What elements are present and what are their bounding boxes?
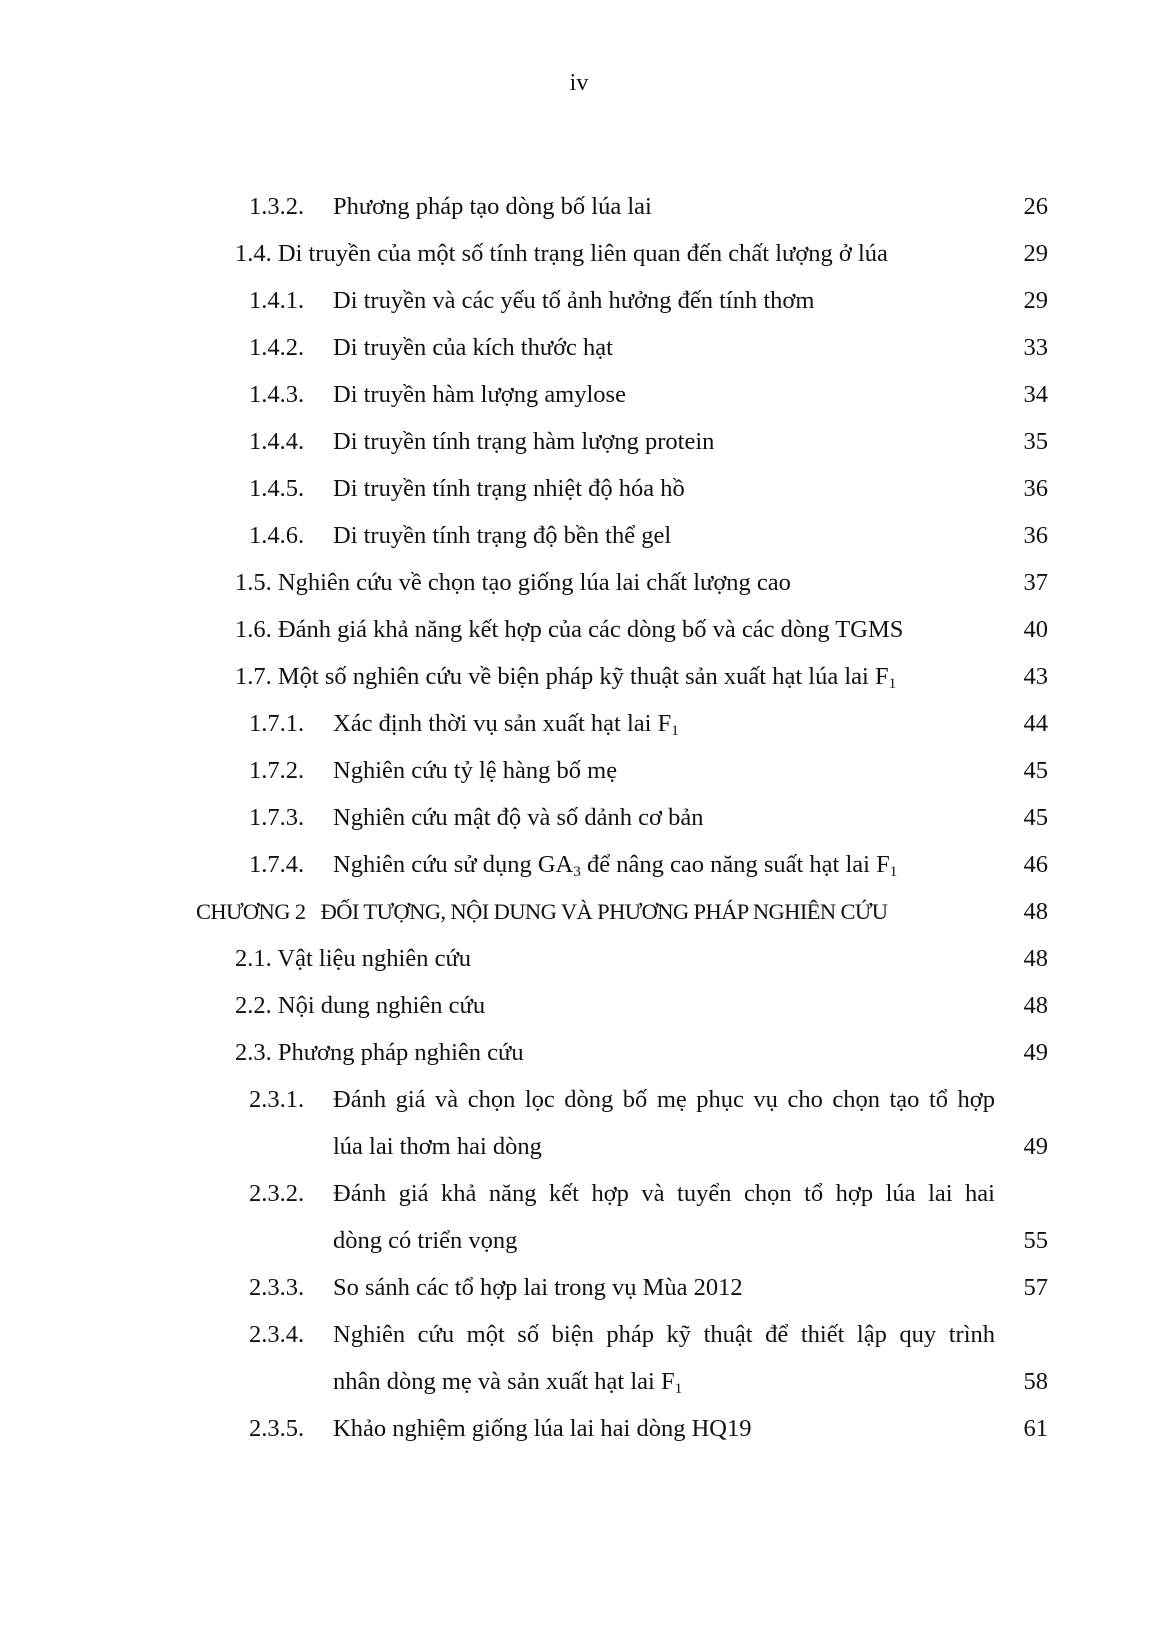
toc-entry-page: 49 — [1023, 1039, 1048, 1066]
toc-entry-title: Nghiên cứu một số biện pháp kỹ thuật để thiết lập quy trình — [333, 1321, 995, 1348]
toc-entry-page: 29 — [1023, 240, 1048, 267]
toc-entry-page: 44 — [1023, 710, 1048, 737]
toc-entry-title: Phương pháp tạo dòng bố lúa lai — [333, 193, 652, 220]
toc-entry-title: Đánh giá khả năng kết hợp và tuyển chọn tổ hợp lúa lai hai — [333, 1180, 995, 1207]
toc-entry-number: 2.3.5. — [249, 1415, 305, 1442]
toc-entry-number: 1.7.3. — [249, 804, 305, 831]
toc-entry-page: 43 — [1023, 663, 1048, 690]
toc-entry-2-3-4-continued[interactable] — [0, 1358, 1158, 1405]
toc-entry-page: 33 — [1023, 334, 1048, 361]
table-of-contents — [0, 183, 1158, 1452]
toc-entry-title: Di truyền hàm lượng amylose — [333, 381, 626, 408]
toc-entry-title: Di truyền của kích thước hạt — [333, 334, 613, 361]
toc-entry-title-continued: dòng có triển vọng — [333, 1227, 518, 1254]
toc-entry-page: 26 — [1023, 193, 1048, 220]
toc-entry-title: Đánh giá và chọn lọc dòng bố mẹ phục vụ cho chọn tạo tổ hợp — [333, 1086, 995, 1113]
toc-entry-title: CHƯƠNG 2 ĐỐI TƯỢNG, NỘI DUNG VÀ PHƯƠNG PHÁP NGHIÊN CỨU — [196, 899, 888, 924]
toc-entry-2-1[interactable] — [0, 935, 1158, 982]
subscript: 1 — [674, 1379, 683, 1397]
toc-entry-title: 2.3. Phương pháp nghiên cứu — [235, 1039, 524, 1066]
toc-entry-number: 2.3.4. — [249, 1321, 305, 1348]
toc-entry-page: 35 — [1023, 428, 1048, 455]
toc-entry-page: 36 — [1023, 475, 1048, 502]
toc-entry-2-3-2[interactable] — [0, 1170, 1158, 1217]
toc-entry-title: Khảo nghiệm giống lúa lai hai dòng HQ19 — [333, 1415, 752, 1442]
toc-entry-1-4-1[interactable] — [0, 277, 1158, 324]
toc-entry-title: Di truyền tính trạng độ bền thể gel — [333, 522, 672, 549]
toc-entry-number: 1.3.2. — [249, 193, 305, 220]
toc-entry-2-2[interactable] — [0, 982, 1158, 1029]
toc-entry-page: 37 — [1023, 569, 1048, 596]
toc-entry-page: 57 — [1023, 1274, 1048, 1301]
subscript: 1 — [671, 721, 679, 739]
toc-entry-number: 1.7.1. — [249, 710, 305, 737]
toc-entry-1-4-4[interactable] — [0, 418, 1158, 465]
toc-entry-page: 45 — [1023, 757, 1048, 784]
toc-entry-title-continued: lúa lai thơm hai dòng — [333, 1133, 542, 1160]
toc-entry-page: 48 — [1023, 898, 1048, 925]
toc-entry-title: Nghiên cứu sử dụng $GA_3$ để nâng cao năng suất hạt lai $F_1$ — [333, 851, 898, 880]
subscript: 3 — [573, 862, 581, 880]
toc-entry-1-6[interactable] — [0, 606, 1158, 653]
toc-entry-chapter-2[interactable] — [0, 888, 1158, 935]
toc-entry-1-7[interactable] — [0, 653, 1158, 700]
toc-entry-1-5[interactable] — [0, 559, 1158, 606]
toc-entry-2-3-2-continued[interactable] — [0, 1217, 1158, 1264]
toc-entry-page: 40 — [1023, 616, 1048, 643]
toc-entry-title: 2.2. Nội dung nghiên cứu — [235, 992, 486, 1019]
toc-entry-1-7-1[interactable] — [0, 700, 1158, 747]
toc-entry-number: 1.4.3. — [249, 381, 305, 408]
toc-entry-title: 2.1. Vật liệu nghiên cứu — [235, 945, 472, 972]
toc-entry-page: 46 — [1023, 851, 1048, 878]
toc-entry-number: 2.3.3. — [249, 1274, 305, 1301]
toc-entry-number: 2.3.2. — [249, 1180, 305, 1207]
toc-entry-1-4-6[interactable] — [0, 512, 1158, 559]
toc-entry-2-3-4[interactable] — [0, 1311, 1158, 1358]
toc-entry-1-4-2[interactable] — [0, 324, 1158, 371]
toc-entry-page: 55 — [1023, 1227, 1048, 1254]
toc-entry-1-4[interactable] — [0, 230, 1158, 277]
toc-entry-2-3[interactable] — [0, 1029, 1158, 1076]
toc-entry-title: 1.4. Di truyền của một số tính trạng liên quan đến chất lượng ở lúa — [235, 240, 888, 267]
toc-entry-page: 49 — [1023, 1133, 1048, 1160]
toc-entry-number: 1.4.4. — [249, 428, 305, 455]
toc-entry-title: Di truyền tính trạng nhiệt độ hóa hồ — [333, 475, 685, 502]
toc-entry-page: 61 — [1023, 1415, 1048, 1442]
toc-entry-page: 45 — [1023, 804, 1048, 831]
toc-entry-title: Nghiên cứu tỷ lệ hàng bố mẹ — [333, 757, 618, 784]
toc-entry-number: 2.3.1. — [249, 1086, 305, 1113]
toc-entry-title: 1.7. Một số nghiên cứu về biện pháp kỹ thuật sản xuất hạt lúa lai $F_1$ — [235, 663, 897, 692]
toc-entry-number: 1.4.5. — [249, 475, 305, 502]
toc-entry-1-7-4[interactable] — [0, 841, 1158, 888]
toc-entry-number: 1.4.1. — [249, 287, 305, 314]
toc-entry-page: 29 — [1023, 287, 1048, 314]
toc-entry-page: 34 — [1023, 381, 1048, 408]
toc-entry-title: 1.6. Đánh giá khả năng kết hợp của các dòng bố và các dòng TGMS — [235, 616, 904, 643]
toc-entry-2-3-3[interactable] — [0, 1264, 1158, 1311]
toc-entry-title: Nghiên cứu mật độ và số dảnh cơ bản — [333, 804, 704, 831]
toc-entry-number: 1.4.6. — [249, 522, 305, 549]
toc-entry-1-4-3[interactable] — [0, 371, 1158, 418]
toc-entry-1-7-2[interactable] — [0, 747, 1158, 794]
toc-entry-title: 1.5. Nghiên cứu về chọn tạo giống lúa lai chất lượng cao — [235, 569, 791, 596]
toc-entry-1-7-3[interactable] — [0, 794, 1158, 841]
toc-entry-number: 1.7.2. — [249, 757, 305, 784]
toc-entry-page: 48 — [1023, 945, 1048, 972]
toc-entry-page: 36 — [1023, 522, 1048, 549]
toc-entry-1-3-2[interactable] — [0, 183, 1158, 230]
toc-entry-title: Di truyền tính trạng hàm lượng protein — [333, 428, 715, 455]
toc-entry-title: Xác định thời vụ sản xuất hạt lai $F_1$ — [333, 710, 679, 739]
toc-entry-2-3-1[interactable] — [0, 1076, 1158, 1123]
toc-entry-page: 58 — [1023, 1368, 1048, 1395]
toc-entry-title: So sánh các tổ hợp lai trong vụ Mùa 2012 — [333, 1274, 743, 1301]
toc-entry-title: Di truyền và các yếu tố ảnh hưởng đến tính thơm — [333, 287, 815, 314]
toc-entry-number: 1.4.2. — [249, 334, 305, 361]
subscript: 1 — [888, 674, 897, 692]
toc-entry-1-4-5[interactable] — [0, 465, 1158, 512]
subscript: 1 — [889, 862, 898, 880]
toc-entry-2-3-5[interactable] — [0, 1405, 1158, 1452]
toc-entry-number: 1.7.4. — [249, 851, 305, 878]
page-number: iv — [569, 70, 589, 96]
toc-entry-page: 48 — [1023, 992, 1048, 1019]
toc-entry-2-3-1-continued[interactable] — [0, 1123, 1158, 1170]
toc-entry-title-continued: nhân dòng mẹ và sản xuất hạt lai $F_1$ — [333, 1368, 683, 1397]
